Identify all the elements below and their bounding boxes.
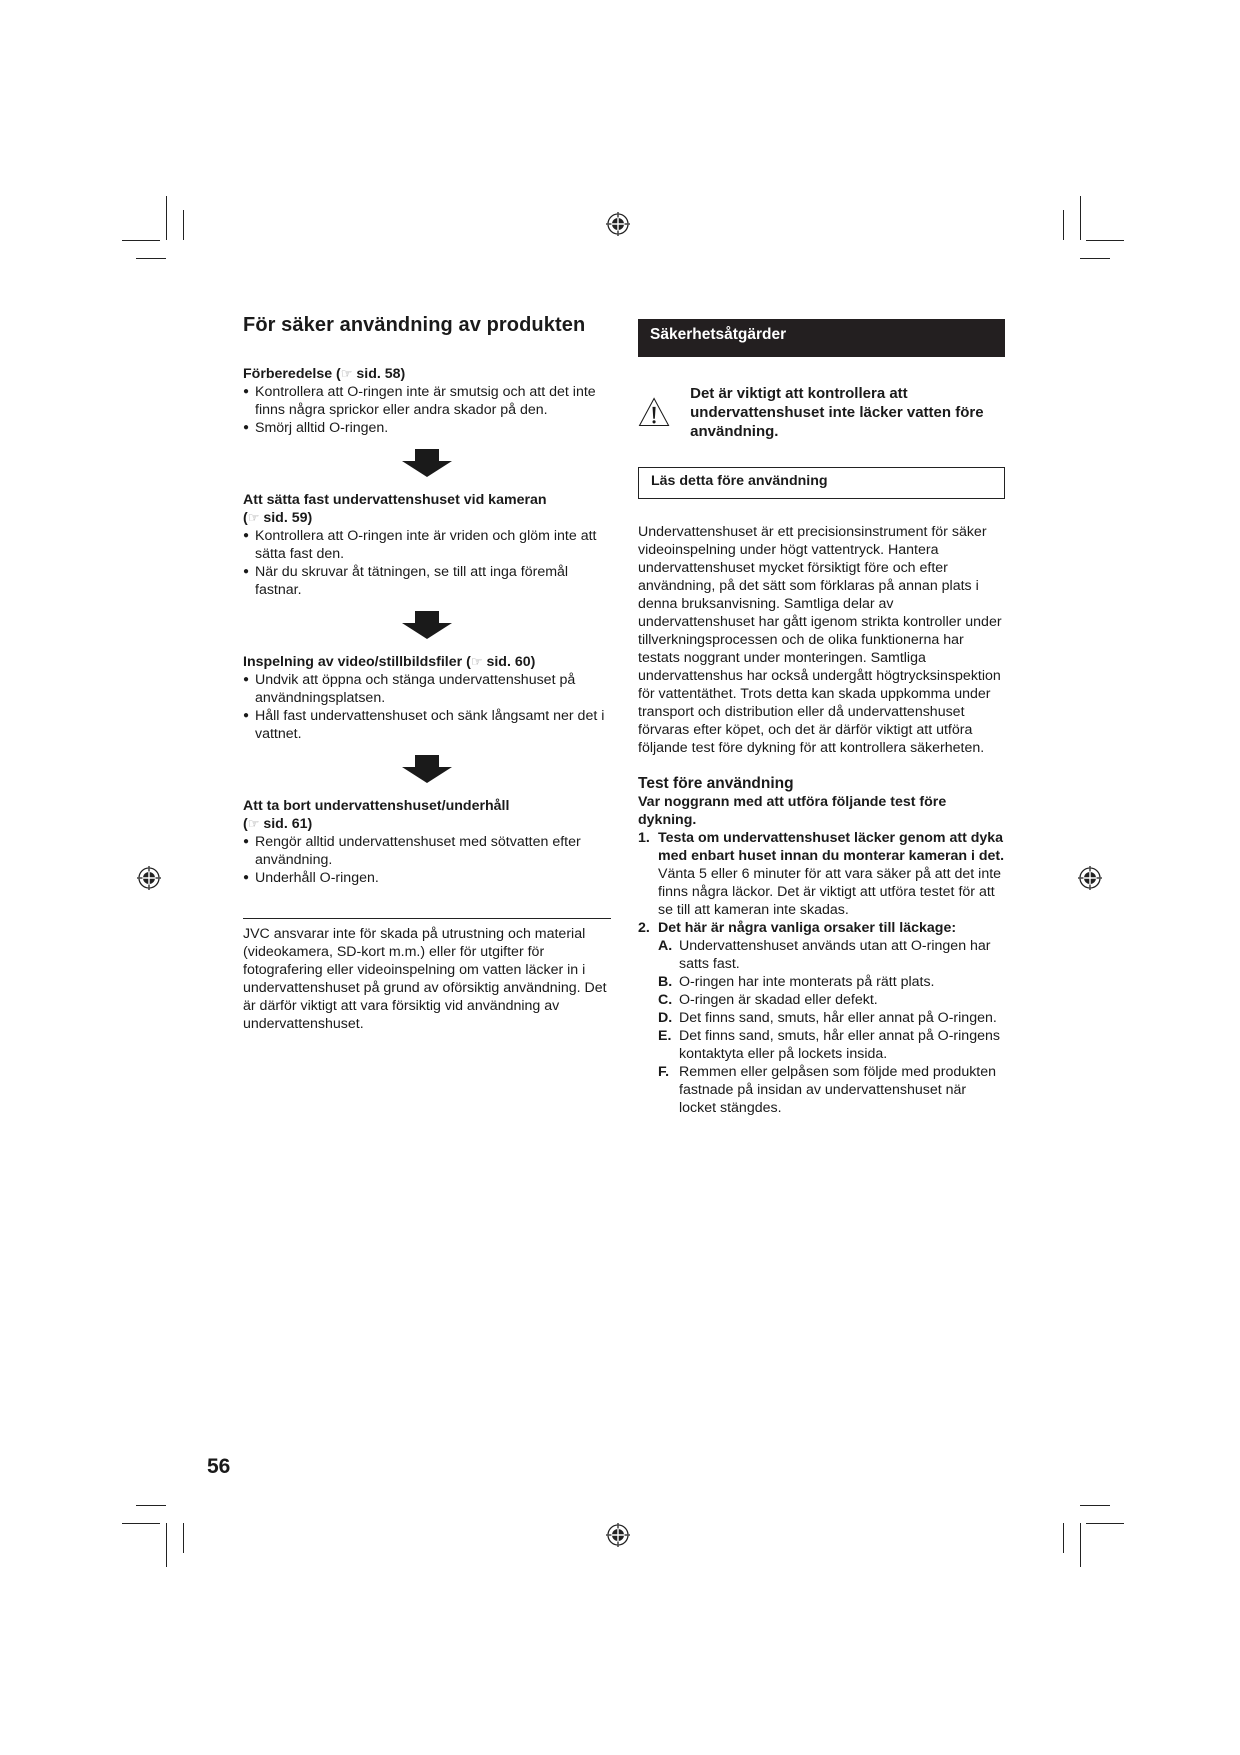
list-item: ● När du skruvar åt tätningen, se till att inga föremål fastnar.: [243, 563, 611, 599]
crop-mark: [1080, 1505, 1110, 1506]
crop-mark: [1080, 258, 1110, 259]
pointing-hand-icon: ☞: [247, 816, 260, 831]
cause-item: [658, 973, 1005, 991]
list-item: [638, 829, 1005, 919]
registration-mark-icon: [1078, 866, 1102, 890]
cause-letter: A.: [658, 938, 673, 954]
registration-mark-icon: [606, 212, 630, 236]
crop-mark: [166, 196, 167, 240]
crop-mark: [183, 210, 184, 240]
step-preparation: [243, 365, 611, 437]
arrow-down-icon: [402, 755, 452, 783]
page-number: 56: [207, 1455, 231, 1478]
list-item: [638, 919, 1005, 1117]
list-item: ● Kontrollera att O-ringen inte är vriden och glöm inte att sätta fast den.: [243, 527, 611, 563]
test-subtitle: Var noggrann med att utföra följande test före dykning.: [638, 794, 947, 828]
item-number: 2.: [638, 920, 650, 936]
cause-text: Det finns sand, smuts, hår eller annat på O-ringen.: [679, 1010, 997, 1026]
flow-arrow: [243, 755, 611, 783]
registration-mark-icon: [137, 866, 161, 890]
step-heading: [243, 491, 611, 527]
cause-item: [658, 937, 1005, 973]
cause-item: [658, 1027, 1005, 1063]
pointing-hand-icon: ☞: [340, 366, 353, 381]
step-heading: [243, 797, 611, 833]
step-recording: [243, 653, 611, 743]
registration-mark-icon: [606, 1523, 630, 1547]
bullet-list: [243, 383, 611, 437]
list-item: ● Håll fast undervattenshuset och sänk långsamt ner det i vattnet.: [243, 707, 611, 743]
divider: [243, 918, 611, 919]
crop-mark: [136, 1505, 166, 1506]
crop-mark: [1063, 1523, 1064, 1553]
cause-list: [658, 937, 1005, 1117]
pointing-hand-icon: ☞: [470, 654, 483, 669]
cause-letter: E.: [658, 1028, 672, 1044]
warning-triangle-icon: [638, 383, 670, 441]
section-title: Säkerhetsåtgärder: [638, 319, 1005, 357]
crop-mark: [1080, 1523, 1081, 1567]
warning-text: Det är viktigt att kontrollera att undervattenshuset inte läcker vatten före användning.: [690, 384, 984, 440]
page-reference: sid. 61): [263, 816, 313, 832]
page-reference: sid. 59): [263, 510, 313, 526]
warning-block: [638, 383, 1005, 441]
liability-note: JVC ansvarar inte för skada på utrustning och material (videokamera, SD-kort m.m.) eller för utgifter för fotografering eller videoinspelning om vatten läcker in i undervattenshuset på grund av oförsiktig användning. Det är därför viktigt att vara försiktig vid användning av undervattenshuset.: [243, 926, 607, 1032]
crop-mark: [166, 1523, 167, 1567]
step-heading-text: Att ta bort undervattenshuset/underhåll: [243, 798, 510, 814]
item-text: Vänta 5 eller 6 minuter för att vara säker på att det inte finns några läckor. Det är viktigt att utföra testet för att se till att kameran inte skadas.: [658, 866, 1002, 918]
cause-item: [658, 991, 1005, 1009]
step-attach-housing: [243, 491, 611, 599]
crop-mark: [136, 258, 166, 259]
boxed-heading: Läs detta före användning: [638, 467, 1005, 499]
step-heading-paren: (: [243, 816, 248, 832]
list-item: ● Kontrollera att O-ringen inte är smutsig och att det inte finns några sprickor eller andra skador på den.: [243, 383, 611, 419]
page-reference: sid. 58): [356, 366, 406, 382]
right-column: [638, 319, 1005, 1117]
intro-paragraph: Undervattenshuset är ett precisionsinstrument för säker videoinspelning under högt vattentryck. Hantera undervattenshuset mycket försiktigt före och efter användning, på det sätt som förklaras på annan plats i denna bruksanvisning. Samtliga delar av undervattenshuset har gått igenom strikta kontroller under tillverkningsprocessen och de olika funktionerna har testats noggrant under monteringen. Samtliga undervattenshus har också undergått högtrycksinspektion för vattentäthet. Trots detta kan skada uppkomma under transport och distribution eller då undervattenshuset förvaras efter köpet, och det är därför viktigt att utföra följande test före dykning för att kontrollera säkerheten.: [638, 524, 1002, 756]
cause-text: Undervattenshuset används utan att O-ringen har satts fast.: [679, 938, 991, 972]
page-title: För säker användning av produkten: [243, 314, 586, 336]
item-number: 1.: [638, 830, 650, 846]
page-reference: sid. 60): [486, 654, 536, 670]
cause-letter: F.: [658, 1064, 670, 1080]
arrow-down-icon: [402, 611, 452, 639]
item-bold-text: Testa om undervattenshuset läcker genom att dyka med enbart huset innan du monterar kameran i det.: [658, 830, 1005, 864]
cause-letter: B.: [658, 974, 673, 990]
crop-mark: [183, 1523, 184, 1553]
crop-mark: [1080, 196, 1081, 240]
step-heading-text: Förberedelse (: [243, 366, 341, 382]
left-column: [243, 314, 611, 1033]
list-item: ● Smörj alltid O-ringen.: [243, 419, 611, 437]
cause-text: O-ringen är skadad eller defekt.: [679, 992, 878, 1008]
step-remove-maintenance: [243, 797, 611, 887]
cause-letter: C.: [658, 992, 673, 1008]
step-heading: [243, 365, 611, 383]
list-item: ● Underhåll O-ringen.: [243, 869, 611, 887]
cause-text: Remmen eller gelpåsen som följde med produkten fastnade på insidan av undervattenshuset när locket stängdes.: [679, 1064, 997, 1116]
cause-letter: D.: [658, 1010, 673, 1026]
crop-mark: [122, 1523, 160, 1524]
list-item: ● Undvik att öppna och stänga undervattenshuset på användningsplatsen.: [243, 671, 611, 707]
bullet-list: [243, 671, 611, 743]
bullet-list: [243, 527, 611, 599]
cause-item: [658, 1009, 1005, 1027]
cause-text: Det finns sand, smuts, hår eller annat på O-ringens kontaktyta eller på lockets insida.: [679, 1028, 1000, 1062]
flow-arrow: [243, 449, 611, 477]
numbered-list: [638, 829, 1005, 1117]
list-item: ● Rengör alltid undervattenshuset med sötvatten efter användning.: [243, 833, 611, 869]
step-heading-paren: (: [243, 510, 248, 526]
step-heading: [243, 653, 611, 671]
flow-arrow: [243, 611, 611, 639]
crop-mark: [1086, 1523, 1124, 1524]
pointing-hand-icon: ☞: [247, 510, 260, 525]
arrow-down-icon: [402, 449, 452, 477]
test-title: Test före användning: [638, 775, 794, 792]
cause-item: [658, 1063, 1005, 1117]
step-heading-text: Att sätta fast undervattenshuset vid kameran: [243, 492, 547, 508]
crop-mark: [1086, 240, 1124, 241]
item-bold-text: Det här är några vanliga orsaker till läckage:: [658, 920, 957, 936]
step-heading-text: Inspelning av video/stillbildsfiler (: [243, 654, 471, 670]
crop-mark: [1063, 210, 1064, 240]
cause-text: O-ringen har inte monterats på rätt plats.: [679, 974, 935, 990]
crop-mark: [122, 240, 160, 241]
bullet-list: [243, 833, 611, 887]
